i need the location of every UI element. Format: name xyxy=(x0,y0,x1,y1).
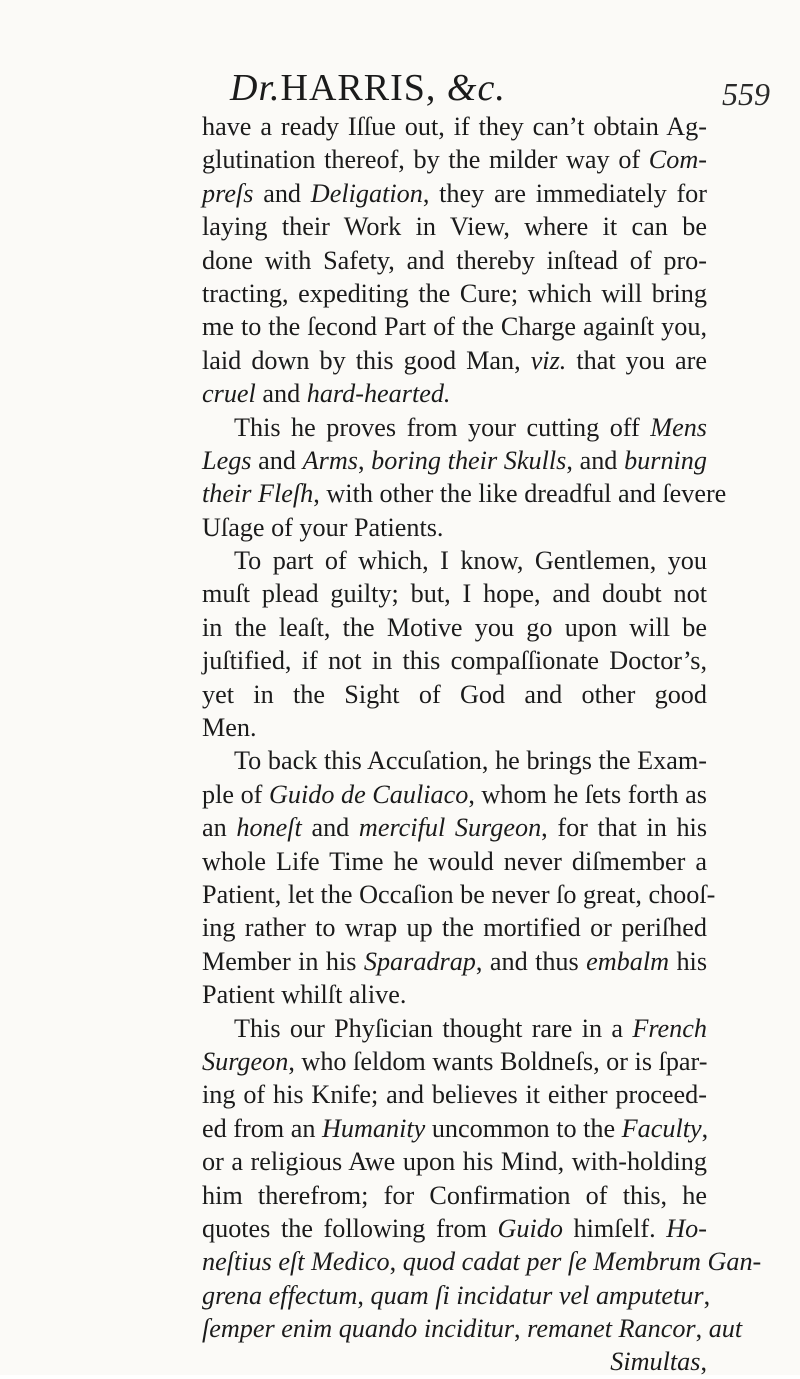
text-line xyxy=(202,1012,707,1045)
text-line xyxy=(202,310,707,343)
text-run: Uſage of your Patients. xyxy=(202,512,444,542)
text-line xyxy=(202,644,707,677)
italic-run: Humanity xyxy=(321,1113,426,1143)
running-head-prefix: Dr. xyxy=(230,67,281,109)
italic-run: quam ſi incidatur vel amputetur xyxy=(370,1280,704,1310)
text-run: laying their Work in View, where it can be xyxy=(202,212,707,242)
text-line xyxy=(202,1245,762,1278)
text-run: ple of xyxy=(202,779,269,809)
text-line xyxy=(202,377,707,410)
text-run: laid down by this good Man, xyxy=(202,345,531,375)
running-head-name: HARRIS, xyxy=(280,67,437,109)
running-head-title xyxy=(230,66,506,110)
text-run: and xyxy=(255,379,307,409)
text-run: in the leaſt, the Motive you go upon will be xyxy=(202,612,707,642)
text-line xyxy=(202,277,707,310)
text-line xyxy=(202,711,707,744)
text-run: , xyxy=(703,1280,711,1310)
text-run: This our Phyſician thought rare in a xyxy=(234,1013,633,1043)
italic-run: honeſt xyxy=(236,813,302,843)
italic-run: merciful Surgeon xyxy=(358,813,542,843)
text-line xyxy=(202,1045,707,1078)
italic-run: Surgeon xyxy=(202,1046,289,1076)
italic-run: embalm xyxy=(586,946,670,976)
text-run: quotes the following from xyxy=(202,1213,498,1243)
italic-run: burning xyxy=(624,445,707,475)
text-line xyxy=(202,1078,707,1111)
text-line xyxy=(202,1145,707,1178)
text-run: Member in his xyxy=(202,946,364,976)
text-line xyxy=(202,344,707,377)
text-run: Patient, let the Occaſion be never ſo great, chooſ- xyxy=(202,879,716,909)
text-line xyxy=(202,978,707,1011)
text-run: To part of which, I know, Gentlemen, you xyxy=(234,546,707,576)
text-run: , whom he ſets forth as xyxy=(468,779,707,809)
italic-run: Simultas xyxy=(610,1347,701,1377)
italic-run: Arms xyxy=(302,445,358,475)
text-run: , xyxy=(389,1247,403,1277)
text-run: , with other the like dreadful and ſevere xyxy=(313,479,727,509)
text-run: , xyxy=(700,1347,707,1377)
text-line xyxy=(202,244,707,277)
text-run: muſt plead guilty; but, I hope, and doubt not xyxy=(202,579,707,609)
italic-run: quod cadat per ſe Membrum Gan- xyxy=(402,1247,762,1277)
text-run: glutination thereof, by the milder way of xyxy=(202,145,649,175)
italic-run: boring their Skulls xyxy=(371,445,567,475)
text-run: uncommon to the xyxy=(425,1113,622,1143)
italic-run: Ho- xyxy=(666,1213,707,1243)
text-line xyxy=(202,811,707,844)
text-run: , who ſeldom wants Boldneſs, or is ſpar- xyxy=(288,1046,708,1076)
text-line xyxy=(202,945,707,978)
text-line xyxy=(202,411,707,444)
text-line xyxy=(202,477,727,510)
italic-run: Guido de Cauliaco xyxy=(268,779,469,809)
text-run: tracting, expediting the Cure; which will bring xyxy=(202,278,707,308)
text-run: done with Safety, and thereby inſtead of pro- xyxy=(202,245,707,275)
text-run: have a ready Iſſue out, if they can’t obtain Ag- xyxy=(202,112,707,141)
text-line xyxy=(202,577,707,610)
text-line xyxy=(202,1312,743,1345)
italic-run: remanet Rancor xyxy=(527,1314,696,1344)
text-line xyxy=(202,143,707,176)
text-line xyxy=(202,1279,711,1312)
text-line xyxy=(202,611,707,644)
running-head-suffix: &c. xyxy=(446,67,506,109)
text-run: him therefrom; for Confirmation of this, he xyxy=(202,1180,707,1210)
italic-run: their Fleſh xyxy=(202,479,314,509)
text-run: his xyxy=(669,946,708,976)
text-run: , xyxy=(357,445,372,475)
text-line xyxy=(202,1345,707,1378)
text-run: , xyxy=(701,1113,709,1143)
italic-run: Legs xyxy=(202,445,252,475)
text-run: and xyxy=(251,445,303,475)
text-run: , and thus xyxy=(475,946,587,976)
text-line xyxy=(202,1212,707,1245)
text-line xyxy=(202,845,707,878)
text-run: himſelf. xyxy=(562,1213,667,1243)
italic-run: Com- xyxy=(648,145,707,175)
text-line xyxy=(202,878,716,911)
text-run: , xyxy=(357,1280,371,1310)
italic-run: Guido xyxy=(497,1213,563,1243)
text-line xyxy=(202,444,707,477)
text-run: ing of his Knife; and believes it either proceed- xyxy=(202,1080,707,1110)
text-run: This he proves from your cutting off xyxy=(234,412,651,442)
italic-run: viz. xyxy=(530,345,567,375)
text-line xyxy=(202,210,707,243)
italic-run: aut xyxy=(708,1314,743,1344)
text-line xyxy=(202,744,707,777)
text-run: Men. xyxy=(202,713,257,743)
body-text xyxy=(202,110,762,1379)
text-run: ed from an xyxy=(202,1113,322,1143)
italic-run: grena effectum xyxy=(202,1280,358,1310)
page-number: 559 xyxy=(722,76,770,112)
text-run: , xyxy=(514,1314,528,1344)
text-run: ing rather to wrap up the mortified or periſhed xyxy=(202,913,707,943)
text-line xyxy=(202,110,707,143)
text-line xyxy=(202,1179,707,1212)
text-run: and xyxy=(301,813,359,843)
italic-run: Deligation xyxy=(310,178,423,208)
italic-run: French xyxy=(632,1013,707,1043)
text-line xyxy=(202,911,707,944)
italic-run: hard-hearted. xyxy=(306,379,451,409)
text-run: me to the ſecond Part of the Charge againſt you, xyxy=(202,312,707,342)
text-line xyxy=(202,678,707,711)
text-run: that you are xyxy=(566,345,707,375)
text-run: whole Life Time he would never diſmember a xyxy=(202,846,707,876)
text-run: To back this Accuſation, he brings the Exam- xyxy=(234,746,707,776)
italic-run: preſs xyxy=(202,178,254,208)
text-line xyxy=(202,1112,707,1145)
italic-run: Faculty xyxy=(621,1113,702,1143)
text-run: juſtified, if not in this compaſſionate Doctor’s, xyxy=(202,646,707,676)
italic-run: Sparadrap xyxy=(363,946,476,976)
text-line xyxy=(202,511,707,544)
text-run: , xyxy=(695,1314,709,1344)
italic-run: neſtius eſt Medico xyxy=(202,1247,390,1277)
text-run: or a religious Awe upon his Mind, with-holding xyxy=(202,1147,707,1177)
text-run: , they are immediately for xyxy=(422,178,707,208)
text-run: and xyxy=(253,178,311,208)
italic-run: ſemper enim quando inciditur xyxy=(202,1314,515,1344)
text-line xyxy=(202,177,707,210)
text-run: Patient whilſt alive. xyxy=(202,980,407,1010)
text-line xyxy=(202,544,707,577)
italic-run: Mens xyxy=(650,412,707,442)
text-run: an xyxy=(202,813,237,843)
text-run: yet in the Sight of God and other good xyxy=(202,679,707,709)
text-line xyxy=(202,778,707,811)
italic-run: cruel xyxy=(202,379,256,409)
running-head xyxy=(0,66,800,112)
text-run: , for that in his xyxy=(541,813,708,843)
text-run: , and xyxy=(566,445,625,475)
